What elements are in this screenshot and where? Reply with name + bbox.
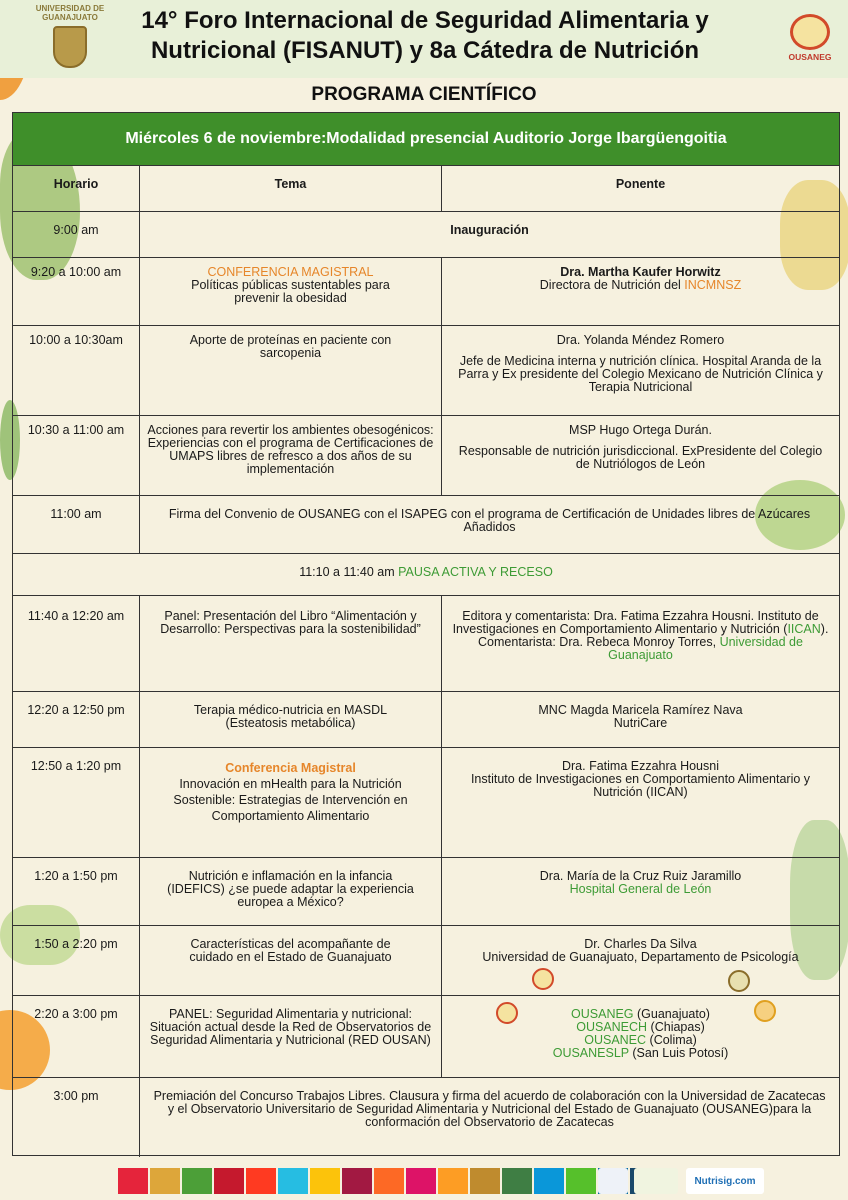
row-time: 1:20 a 1:50 pm [34, 869, 118, 883]
row-topic: Firma del Convenio de OUSANEG con el ISAPEG con el programa de Certificación de Unidades libres de Azúcares Añadidos [139, 496, 839, 553]
observatory-place: (San Luis Potosí) [628, 1046, 729, 1060]
sdg-1-icon [118, 1168, 148, 1194]
row-speaker [441, 258, 839, 325]
speaker-role: Instituto de Investigaciones en Comportamiento Alimentario y Nutrición (IICAN) [470, 772, 811, 799]
university-logo [28, 4, 112, 74]
table-row [13, 857, 839, 925]
sdg-13-icon [502, 1168, 532, 1194]
row-speaker [441, 416, 839, 495]
sdg-icons-strip [118, 1168, 660, 1194]
speaker-editor-highlight: IICAN [787, 622, 821, 636]
table-row [13, 691, 839, 747]
speaker-role: Responsable de nutrición jurisdiccional. ExPresidente del Colegio de Nutriólogos de León [458, 444, 823, 471]
row-speaker [441, 596, 839, 691]
observatory-name: OUSANECH [576, 1020, 648, 1034]
speaker-commentator [448, 636, 833, 662]
speaker-role: Hospital General de León [569, 882, 712, 896]
sdg-6-icon [278, 1168, 308, 1194]
ousaneg-logo [780, 14, 840, 74]
row-speaker [441, 692, 839, 747]
table-row [13, 257, 839, 325]
table-row [13, 415, 839, 495]
column-header-time: Horario [53, 177, 99, 191]
university-name: UNIVERSIDAD DE GUANAJUATO [35, 4, 105, 22]
row-topic: Características del acompañante de cuidado en el Estado de Guanajuato [139, 926, 441, 995]
table-row [13, 595, 839, 691]
row-speaker [441, 748, 839, 857]
sdg-10-icon [406, 1168, 436, 1194]
break-row [13, 554, 839, 595]
speaker-role-text: Directora de Nutrición del [539, 278, 685, 292]
row-time: 10:30 a 11:00 am [27, 423, 125, 437]
table-row [13, 325, 839, 415]
table-row [13, 995, 839, 1077]
speaker-role: Jefe de Medicina interna y nutrición clínica. Hospital Aranda de la Parra y Ex presidente del Colegio Mexicano de Nutrición Clínica y Terapia Nutricional [458, 354, 823, 394]
program-title: PROGRAMA CIENTÍFICO [311, 84, 537, 105]
row-time: 9:00 am [53, 223, 99, 237]
speaker-name: MSP Hugo Ortega Durán. [569, 423, 712, 437]
table-row [13, 1077, 839, 1157]
page-header [0, 0, 848, 78]
row-time: 2:20 a 3:00 pm [34, 1007, 118, 1021]
row-time: 9:20 a 10:00 am [30, 265, 122, 279]
sdg-4-icon [214, 1168, 244, 1194]
observatory-name: OUSANESLP [552, 1046, 629, 1060]
row-time: 1:50 a 2:20 pm [34, 937, 118, 951]
table-row [13, 211, 839, 257]
row-topic: Inauguración [139, 212, 839, 257]
sdg-15-icon [566, 1168, 596, 1194]
day-banner: Miércoles 6 de noviembre:Modalidad presencial Auditorio Jorge Ibargüengoitia [13, 113, 839, 165]
speaker-editor-text: Editora y comentarista: Dra. Fatima Ezzahra Housni. Instituto de Investigaciones en Comportamiento Alimentario y Nutrición ( [452, 609, 819, 636]
table-header-row [13, 165, 839, 211]
row-speaker [441, 326, 839, 415]
break-label: PAUSA ACTIVA Y RECESO [398, 565, 553, 579]
speaker-name: Dra. María de la Cruz Ruiz Jaramillo [539, 869, 742, 883]
row-speaker [441, 926, 839, 995]
speaker-name: Dra. Martha Kaufer Horwitz [560, 265, 721, 279]
topic-tag: Conferencia Magistral [225, 761, 356, 775]
observatory-place: (Chiapas) [647, 1020, 705, 1034]
observatory-name: OUSANEC [584, 1033, 647, 1047]
row-time: 10:00 a 10:30am [29, 333, 123, 347]
table-row [13, 495, 839, 553]
speaker-role-highlight: INCMNSZ [684, 278, 742, 292]
row-time: 12:20 a 12:50 pm [27, 703, 125, 717]
schedule-table [12, 112, 840, 1156]
row-topic: Acciones para revertir los ambientes obesogénicos: Experiencias con el programa de Certificaciones de UMAPS libres de refresco a dos años de su implementación [139, 416, 441, 495]
speaker-editor [448, 610, 833, 636]
table-row [13, 925, 839, 995]
row-topic: Panel: Presentación del Libro “Alimentación y Desarrollo: Perspectivas para la sostenibilidad” [139, 596, 441, 691]
ousaneslp-logo-icon [754, 1000, 776, 1022]
observatory-item [448, 1047, 833, 1060]
column-header-topic: Tema [139, 166, 441, 211]
speaker-name: MNC Magda Maricela Ramírez Nava [538, 703, 743, 717]
sdg-12-icon [470, 1168, 500, 1194]
sdg-8-icon [342, 1168, 372, 1194]
speaker-commentator-text: Comentarista: Dra. Rebeca Monroy Torres, [478, 635, 720, 649]
table-row [13, 553, 839, 595]
speaker-role: NutriCare [613, 716, 668, 730]
row-time: 3:00 pm [53, 1089, 99, 1103]
event-title-line2: Nutricional (FISANUT) y 8a Cátedra de Nutrición [150, 37, 700, 64]
row-topic: Premiación del Concurso Trabajos Libres. Clausura y firma del acuerdo de colaboración con la Universidad de Zacatecas y el Observatorio Universitario de Seguridad Alimentaria y Nutricional del Estado de Guanajuato (OUSANEG)para la conformación del Observatorio de Zacatecas [139, 1078, 839, 1157]
event-title-line1: 14° Foro Internacional de Seguridad Alimentaria y [141, 7, 709, 34]
topic-tag: CONFERENCIA MAGISTRAL [207, 265, 374, 279]
topic-text: Innovación en mHealth para la Nutrición Sostenible: Estrategias de Intervención en Comportamiento Alimentario [173, 777, 408, 823]
sdg-3-icon [182, 1168, 212, 1194]
sdg-14-icon [534, 1168, 564, 1194]
ousaneg-small-logo-icon [532, 968, 554, 990]
observatory-place: (Colima) [646, 1033, 697, 1047]
row-topic: Aporte de proteínas en paciente con sarcopenia [139, 326, 441, 415]
university-shield-icon [53, 26, 87, 68]
sdg-11-icon [438, 1168, 468, 1194]
row-topic [139, 748, 441, 857]
row-topic: Nutrición e inflamación en la infancia (IDEFICS) ¿se puede adaptar la experiencia europea a México? [139, 858, 441, 925]
speaker-editor-end: ). [820, 622, 829, 636]
speaker-role: Universidad de Guanajuato, Departamento de Psicología [482, 950, 799, 964]
event-title [120, 6, 730, 66]
observatory-small-logo-icon [728, 970, 750, 992]
sdg-logo-icon [598, 1168, 628, 1194]
row-topic: Terapia médico-nutricia en MASDL (Esteatosis metabólica) [139, 692, 441, 747]
observatory-name: OUSANEG [571, 1007, 634, 1021]
row-topic [139, 258, 441, 325]
table-row [13, 747, 839, 857]
row-speaker [441, 858, 839, 925]
row-time: 11:00 am [50, 507, 102, 521]
sdg-5-icon [246, 1168, 276, 1194]
speaker-name: Dr. Charles Da Silva [584, 937, 697, 951]
speaker-name: Dra. Yolanda Méndez Romero [556, 333, 725, 347]
partner-map-logo-icon [634, 1168, 678, 1194]
row-time: 12:50 a 1:20 pm [30, 759, 122, 773]
row-topic: PANEL: Seguridad Alimentaria y nutricional: Situación actual desde la Red de Observatorios de Seguridad Alimentaria y Nutricional (RED OUSAN) [139, 996, 441, 1077]
ousaneg-badge-icon [790, 14, 830, 50]
nutrisig-logo: Nutrisig.com [686, 1168, 764, 1194]
sdg-2-icon [150, 1168, 180, 1194]
ousaneg-logo-text: OUSANEG [788, 52, 832, 62]
row-speaker [441, 996, 839, 1077]
sdg-9-icon [374, 1168, 404, 1194]
observatory-place: (Guanajuato) [633, 1007, 710, 1021]
row-time: 11:10 a 11:40 am [299, 565, 399, 579]
speaker-commentator-highlight: Universidad de Guanajuato [608, 635, 803, 662]
row-time: 11:40 a 12:20 am [27, 609, 125, 623]
ousanec-logo-icon [496, 1002, 518, 1024]
speaker-role [448, 279, 833, 292]
speaker-name: Dra. Fatima Ezzahra Housni [561, 759, 719, 773]
column-header-speaker: Ponente [441, 166, 839, 211]
topic-text: Políticas públicas sustentables para prevenir la obesidad [191, 278, 390, 305]
sdg-7-icon [310, 1168, 340, 1194]
